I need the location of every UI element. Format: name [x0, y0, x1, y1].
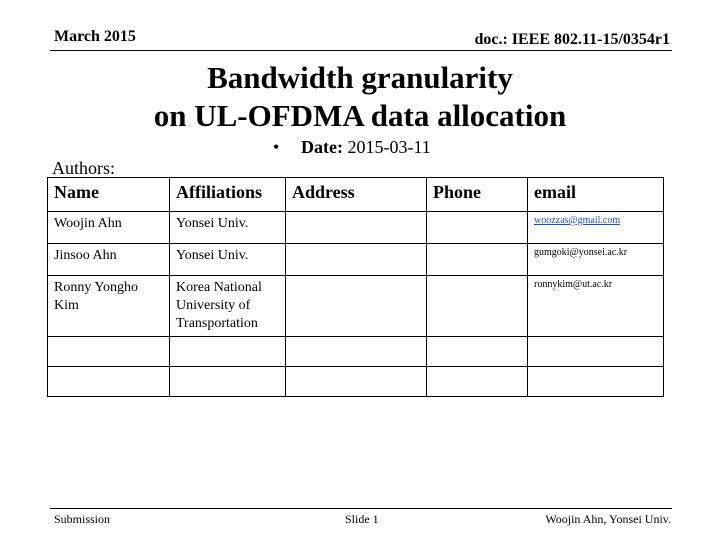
cell-phone: [427, 337, 528, 367]
cell-name: [48, 337, 170, 367]
table-row: [48, 367, 664, 397]
bullet-glyph: •: [273, 137, 280, 157]
cell-phone: [427, 367, 528, 397]
footer-slide-number: Slide 1: [345, 512, 379, 526]
slide-title: [0, 59, 720, 135]
table-row: [48, 244, 664, 276]
column-header-email: email: [528, 178, 664, 212]
cell-affiliation: Korea National University of Transportation: [170, 276, 286, 337]
column-header-affiliations: Affiliations: [170, 178, 286, 212]
date-label: Date:: [301, 137, 343, 157]
cell-phone: [427, 276, 528, 337]
cell-phone: [427, 244, 528, 276]
cell-affiliation: Yonsei Univ.: [170, 244, 286, 276]
table-row: [48, 337, 664, 367]
email-link[interactable]: woozzas@gmail.com: [534, 215, 621, 226]
cell-email: [528, 367, 664, 397]
authors-table: [47, 177, 664, 397]
cell-name: Jinsoo Ahn: [48, 244, 170, 276]
cell-address: [286, 244, 427, 276]
cell-affiliation: [170, 367, 286, 397]
date-value: 2015-03-11: [347, 137, 431, 157]
table-row: [48, 212, 664, 244]
cell-address: [286, 212, 427, 244]
cell-phone: [427, 212, 528, 244]
cell-email: ronnykim@ut.ac.kr: [528, 276, 664, 337]
title-line-1: Bandwidth granularity: [207, 60, 513, 95]
cell-name: Ronny Yongho Kim: [48, 276, 170, 337]
column-header-name: Name: [48, 178, 170, 212]
header-divider: [50, 50, 672, 51]
cell-email: [528, 212, 664, 244]
cell-address: [286, 276, 427, 337]
authors-label: Authors:: [52, 158, 115, 178]
footer-submission: Submission: [54, 512, 111, 526]
column-header-phone: Phone: [427, 178, 528, 212]
header-doc-id: doc.: IEEE 802.11-15/0354r1: [474, 31, 670, 48]
table-row: [48, 276, 664, 337]
cell-affiliation: [170, 337, 286, 367]
title-line-2: on UL-OFDMA data allocation: [153, 98, 567, 133]
footer-author: Woojin Ahn, Yonsei Univ.: [545, 512, 671, 526]
cell-address: [286, 367, 427, 397]
cell-name: [48, 367, 170, 397]
cell-name: Woojin Ahn: [48, 212, 170, 244]
header-date: March 2015: [54, 28, 136, 45]
cell-email: gumgoki@yonsei.ac.kr: [528, 244, 664, 276]
footer-divider: [50, 508, 672, 509]
table-header-row: [48, 178, 664, 212]
cell-address: [286, 337, 427, 367]
cell-affiliation: Yonsei Univ.: [170, 212, 286, 244]
date-bullet-item: [273, 137, 431, 158]
column-header-address: Address: [286, 178, 427, 212]
cell-email: [528, 337, 664, 367]
